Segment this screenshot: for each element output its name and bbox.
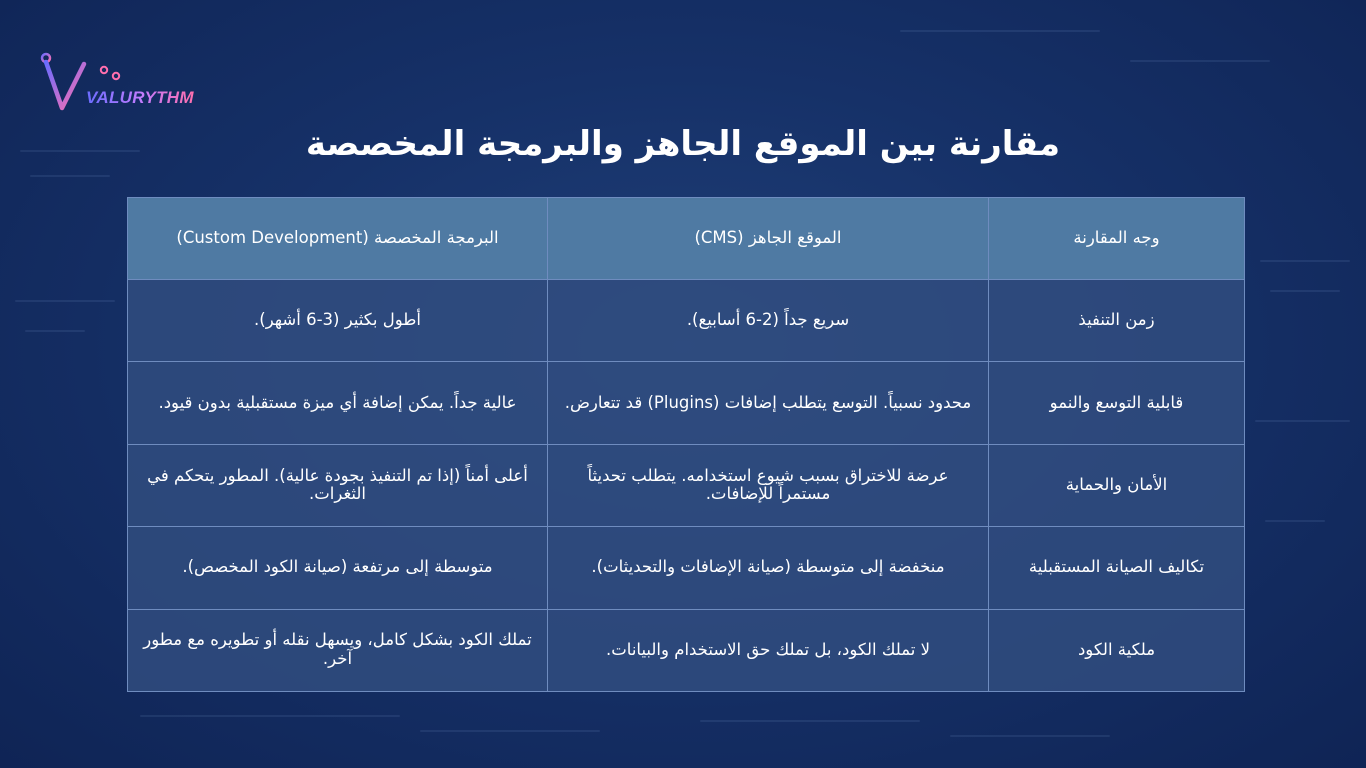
header-aspect: وجه المقارنة — [989, 198, 1245, 280]
row-custom-cell: أعلى أمناً (إذا تم التنفيذ بجودة عالية). المطور يتحكم في الثغرات. — [128, 444, 548, 526]
table-row — [128, 280, 1245, 362]
row-custom-cell: تملك الكود بشكل كامل، ويسهل نقله أو تطويره مع مطور آخر. — [128, 609, 548, 691]
row-cms-cell: منخفضة إلى متوسطة (صيانة الإضافات والتحديثات). — [548, 527, 989, 609]
row-aspect-cell: تكاليف الصيانة المستقبلية — [989, 527, 1245, 609]
table-header-row — [128, 198, 1245, 280]
row-custom-cell: أطول بكثير (3-6 أشهر). — [128, 280, 548, 362]
row-cms-cell: محدود نسبياً. التوسع يتطلب إضافات (Plugins) قد تتعارض. — [548, 362, 989, 444]
row-custom-cell: متوسطة إلى مرتفعة (صيانة الكود المخصص). — [128, 527, 548, 609]
row-aspect-cell: الأمان والحماية — [989, 444, 1245, 526]
table-row — [128, 362, 1245, 444]
brand-logo[interactable] — [40, 50, 230, 114]
row-cms-cell: عرضة للاختراق بسبب شيوع استخدامه. يتطلب تحديثاً مستمراً للإضافات. — [548, 444, 989, 526]
row-aspect-cell: ملكية الكود — [989, 609, 1245, 691]
row-cms-cell: لا تملك الكود، بل تملك حق الاستخدام والبيانات. — [548, 609, 989, 691]
brand-name: VALURYTHM — [86, 88, 194, 107]
row-aspect-cell: قابلية التوسع والنمو — [989, 362, 1245, 444]
table-row — [128, 609, 1245, 691]
table-row — [128, 444, 1245, 526]
row-aspect-cell: زمن التنفيذ — [989, 280, 1245, 362]
comparison-table — [128, 197, 1245, 691]
header-custom: البرمجة المخصصة (Custom Development) — [128, 198, 548, 280]
row-custom-cell: عالية جداً. يمكن إضافة أي ميزة مستقبلية بدون قيود. — [128, 362, 548, 444]
header-cms: الموقع الجاهز (CMS) — [548, 198, 989, 280]
table-row — [128, 527, 1245, 609]
row-cms-cell: سريع جداً (2-6 أسابيع). — [548, 280, 989, 362]
page-title: مقارنة بين الموقع الجاهز والبرمجة المخصصة — [305, 124, 1061, 164]
